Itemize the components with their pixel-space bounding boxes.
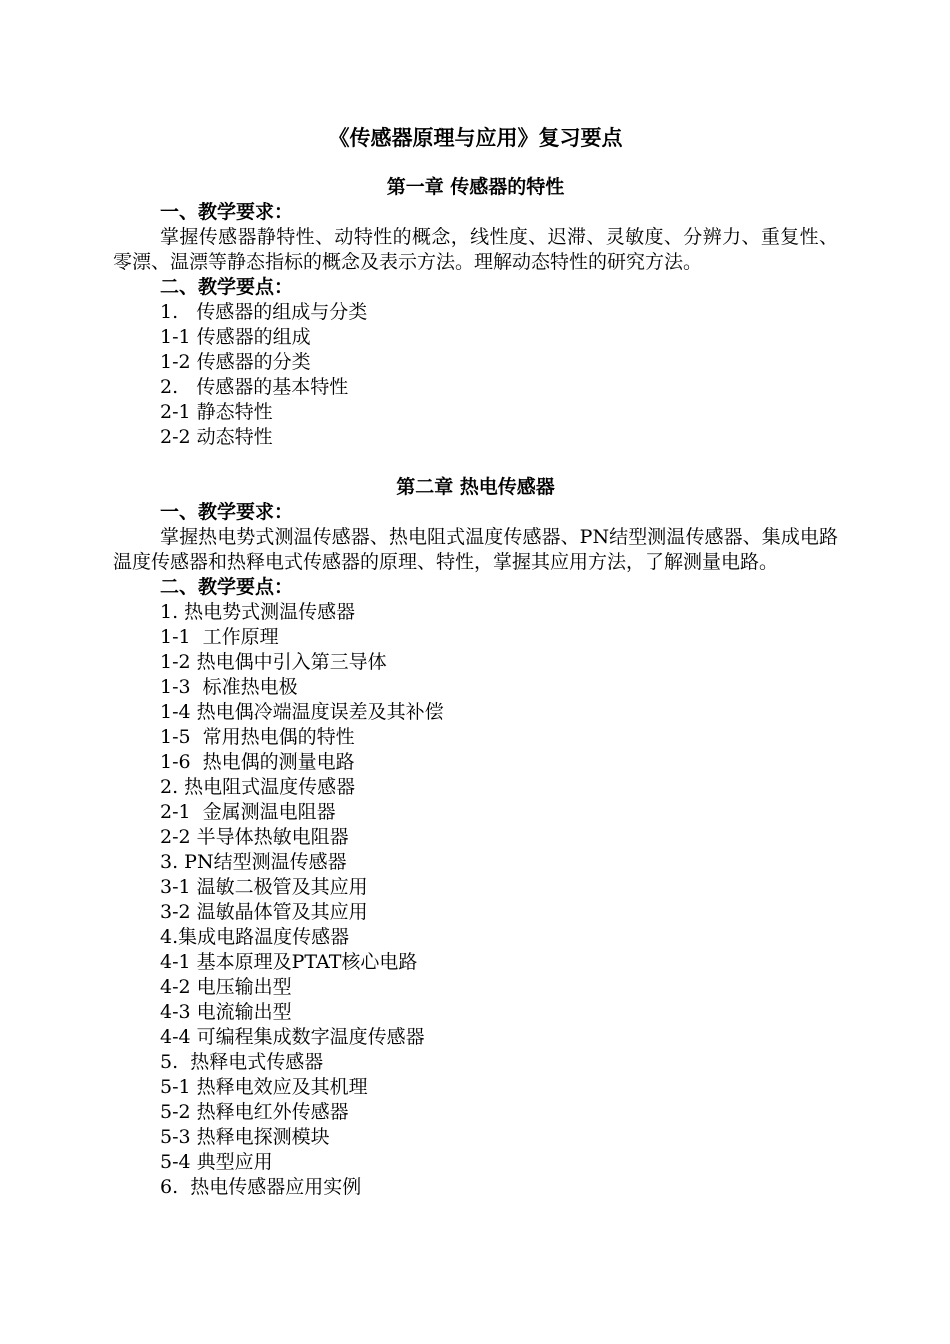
list-item: 3-2 温敏晶体管及其应用	[160, 901, 368, 923]
list-item: 4-4 可编程集成数字温度传感器	[160, 1026, 425, 1048]
list-item: 4-3 电流输出型	[160, 1001, 292, 1023]
teaching-points-heading: 二、教学要点：	[160, 276, 294, 298]
list-item: 1-1 工作原理	[160, 626, 279, 648]
list-item: 2. 传感器的基本特性	[160, 376, 349, 398]
list-item: 1-1 传感器的组成	[160, 326, 311, 348]
chapter-title: 第二章 热电传感器	[396, 476, 555, 498]
chapter-title: 第一章 传感器的特性	[386, 176, 565, 198]
teaching-points-list	[113, 600, 838, 1200]
chapter-2	[113, 474, 838, 1200]
teaching-requirements-text: 掌握传感器静特性、动特性的概念，线性度、迟滞、灵敏度、分辨力、重复性、零漂、温漂等静态指标的概念及表示方法。理解动态特性的研究方法。	[113, 226, 838, 273]
list-item: 4-2 电压输出型	[160, 976, 292, 998]
document-title: 《传感器原理与应用》复习要点	[328, 125, 623, 150]
list-item: 1-4 热电偶冷端温度误差及其补偿	[160, 701, 444, 723]
list-item: 2-2 动态特性	[160, 426, 273, 448]
list-item: 5-3 热释电探测模块	[160, 1126, 330, 1148]
list-item: 4.集成电路温度传感器	[160, 926, 350, 948]
teaching-requirements-text: 掌握热电势式测温传感器、热电阻式温度传感器、PN结型测温传感器、集成电路温度传感器和热释电式传感器的原理、特性，掌握其应用方法，了解测量电路。	[113, 526, 838, 573]
list-item: 2. 热电阻式温度传感器	[160, 776, 356, 798]
list-item: 5-1 热释电效应及其机理	[160, 1076, 368, 1098]
list-item: 1. 传感器的组成与分类	[160, 301, 368, 323]
list-item: 1-2 热电偶中引入第三导体	[160, 651, 387, 673]
list-item: 5-2 热释电红外传感器	[160, 1101, 349, 1123]
list-item: 5. 热释电式传感器	[160, 1051, 324, 1073]
list-item: 6. 热电传感器应用实例	[160, 1176, 362, 1198]
teaching-points-list	[113, 300, 838, 450]
chapter-1	[113, 174, 838, 450]
list-item: 1-2 传感器的分类	[160, 351, 311, 373]
teaching-requirements-heading: 一、教学要求：	[160, 201, 294, 223]
list-item: 1-3 标准热电极	[160, 676, 298, 698]
list-item: 1-5 常用热电偶的特性	[160, 726, 355, 748]
list-item: 2-2 半导体热敏电阻器	[160, 826, 349, 848]
teaching-requirements-heading: 一、教学要求：	[160, 501, 294, 523]
list-item: 5-4 典型应用	[160, 1151, 273, 1173]
list-item: 3-1 温敏二极管及其应用	[160, 876, 368, 898]
list-item: 4-1 基本原理及PTAT核心电路	[160, 951, 418, 973]
list-item: 2-1 金属测温电阻器	[160, 801, 336, 823]
list-item: 3. PN结型测温传感器	[160, 851, 347, 873]
teaching-points-heading: 二、教学要点：	[160, 576, 294, 598]
list-item: 2-1 静态特性	[160, 401, 273, 423]
list-item: 1-6 热电偶的测量电路	[160, 751, 355, 773]
list-item: 1. 热电势式测温传感器	[160, 601, 356, 623]
